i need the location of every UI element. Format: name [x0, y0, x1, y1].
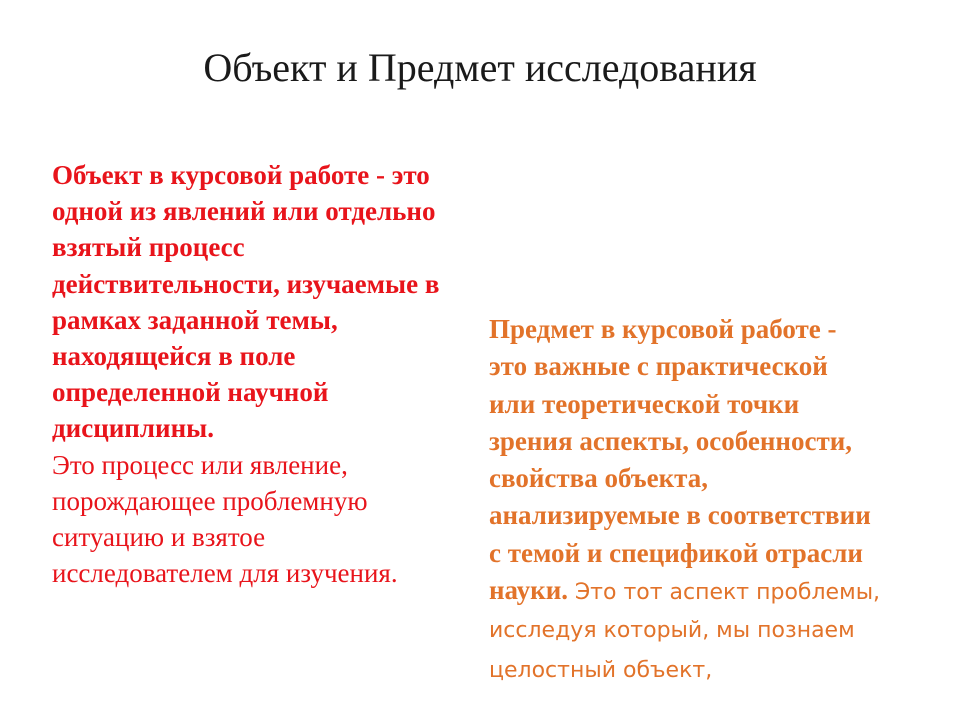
subject-definition-line: Предмет в курсовой работе - [489, 314, 837, 344]
object-note: Это процесс или явление, порождающее проблемную ситуацию и взятое исследователем для изучения. [52, 449, 398, 589]
subject-definition-line: это важные с практической [489, 351, 828, 382]
object-section [52, 157, 522, 591]
slide-title: Объект и Предмет исследования [203, 45, 757, 90]
subject-mixed-line [489, 572, 954, 611]
object-definition: Объект в курсовой работе - это одной из явлений или отдельно взятый процесс действительности, изучаемые в рамках заданной темы, находящейся в поле определенной научной дисциплины. [52, 160, 440, 444]
subject-note-start: Это тот аспект проблемы, [574, 580, 881, 606]
subject-definition-line: с темой и спецификой отрасли [489, 537, 863, 568]
subject-definition-line: свойства объекта, [489, 463, 708, 494]
subject-definition-line: или теоретической точки [489, 388, 800, 419]
subject-definition-end: науки. [489, 575, 569, 606]
subject-section [489, 311, 954, 691]
subject-note-line: исследуя который, мы познаем [489, 618, 855, 644]
subject-note-line: целостный объект, [489, 658, 713, 684]
subject-definition-line: зрения аспекты, особенности, [489, 425, 853, 456]
subject-definition-line: анализируемые в соответствии [489, 500, 871, 531]
